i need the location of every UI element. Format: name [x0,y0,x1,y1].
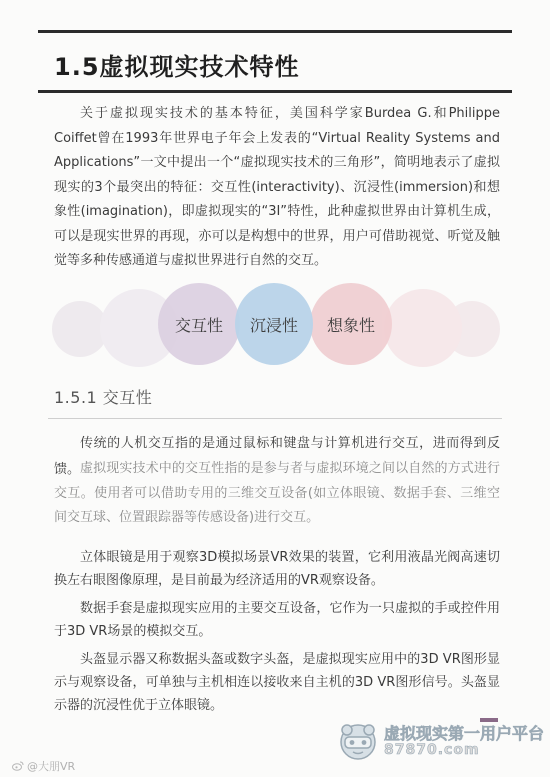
weibo-credit [12,758,75,774]
weibo-icon [12,761,24,771]
page-title: 1.5虚拟现实技术特性 [54,53,300,81]
hmd-paragraph: 头盔显示器又称数据头盔或数字头盔，是虚拟现实应用中的3D VR图形显示与观察设备，可单独与主机相连以接收来自主机的3D VR图形信号。头盔显示器的沉浸性优于立体眼镜。 [54,652,500,713]
vr-headset-mascot-icon [338,722,378,762]
section-heading: 1.5.1 交互性 [54,388,153,407]
definition-paragraph: 传统的人机交互指的是通过鼠标和键盘与计算机进行交互，进而得到反馈。 [54,436,500,477]
title-rule-bottom [38,90,512,93]
intro-paragraph: 关于虚拟现实技术的基本特征，美国科学家Burdea G.和Philippe Coiffet曾在1993年世界电子年会上发表的“Virtual Reality Systems and Applications”一文中提出一个“虚拟现实技术的三角形”，简明地表示了虚拟现实的3个最突出的特征：交互性(interactivity)、沉浸性(immersion)和想象性(imagination)，即虚拟现实的“3I”特性，此种虚拟世界由计算机生成，可以是现实世界的再现，亦可以是构想中的世界，用户可借助视觉、听觉及触觉等多种传感通道与虚拟世界进行自然的交互。 [54,106,500,268]
section-divider [48,418,502,419]
watermark-domain: 87870.com [384,742,480,759]
circle-imagination [310,283,392,365]
watermark-slogan: 虚拟现实第一用户平台 [384,724,545,744]
circle-interactivity [158,283,240,365]
weibo-handle: @大朋VR [27,760,76,773]
detail-paragraph: 虚拟现实技术中的交互性指的是参与者与虚拟环境之间以自然的方式进行交互。使用者可以借助专用的三维交互设备(如立体眼镜、数据手套、三维空间交互球、位置跟踪器等传感设备)进行交互。 [54,461,500,525]
circle-label-imagination: 想象性 [326,315,375,335]
stereo-glasses-paragraph: 立体眼镜是用于观察3D模拟场景VR效果的装置，它利用液晶光阀高速切换左右眼图像原理，是目前最为经济适用的VR观察设备。 [54,550,500,588]
circle-label-immersion: 沉浸性 [249,315,298,335]
data-gloves-paragraph: 数据手套是虚拟现实应用的主要交互设备，它作为一只虚拟的手或控件用于3D VR场景的模拟交互。 [54,601,500,639]
title-block [38,30,512,93]
site-watermark [338,722,544,762]
decor-circle-right [384,289,462,367]
circle-label-interactivity: 交互性 [174,315,223,335]
three-i-diagram [0,283,550,373]
circle-immersion [235,283,313,365]
